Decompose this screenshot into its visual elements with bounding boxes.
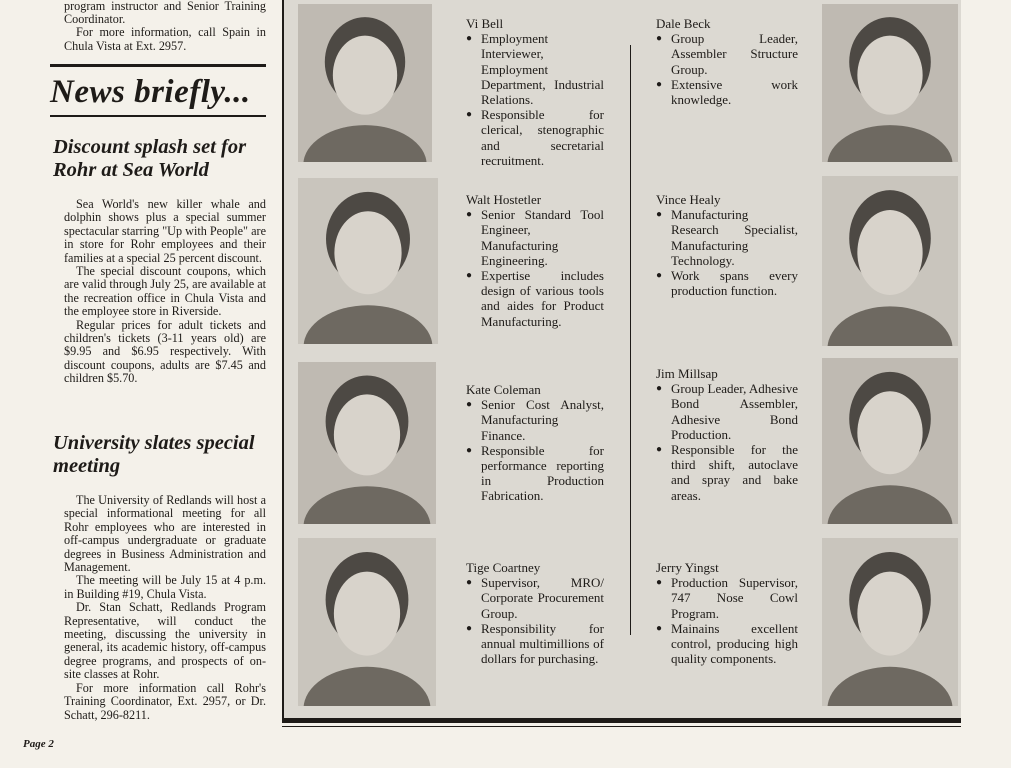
panel-center-rule [630, 45, 631, 635]
profile-name: Jim Millsap [656, 366, 718, 381]
profile-bullet: ● Group Leader, Adhesive Bond Assembler, Adhesive Bond Production. [656, 381, 798, 442]
masthead-rule-bottom [50, 115, 266, 117]
page-number: Page 2 [23, 738, 54, 750]
profile-bullet: ● Production Supervisor, 747 Nose Cowl Program. [656, 575, 798, 621]
profile-name: Dale Beck [656, 16, 711, 31]
portrait-face [857, 572, 922, 656]
portrait-silhouette [298, 178, 438, 344]
profile-bullet: ● Supervisor, MRO/ Corporate Procurement Group. [466, 575, 604, 621]
story1-body [64, 198, 266, 386]
portrait-silhouette [298, 362, 436, 524]
profile-bullet: ● Extensive work knowledge. [656, 77, 798, 107]
story1-headline: Discount splash set for Rohr at Sea World [53, 136, 247, 181]
story2-paragraph: The meeting will be July 15 at 4 p.m. in Building #19, Chula Vista. [64, 573, 266, 601]
portrait-face [857, 210, 922, 295]
masthead-title: News briefly... [50, 74, 251, 110]
continued-text: program instructor and Senior Training Coordinator. [64, 0, 266, 27]
portrait-face [334, 211, 401, 294]
profile-bullet: ● Responsible for clerical, stenographic and secretarial recruitment. [466, 107, 604, 168]
portrait-walt-hostetler [298, 178, 438, 344]
portrait-face [334, 394, 400, 475]
profile-bullets [656, 207, 798, 298]
profile-name: Walt Hostetler [466, 192, 542, 207]
portrait-silhouette [298, 538, 436, 706]
profile-bullet: ● Senior Standard Tool Engineer, Manufacturing Engineering. [466, 207, 604, 268]
portrait-face [334, 572, 400, 656]
profile-bullet: ● Group Leader, Assembler Structure Group. [656, 31, 798, 77]
profile-name: Tige Coartney [466, 560, 541, 575]
portrait-silhouette [822, 176, 958, 346]
story1-paragraph: The special discount coupons, which are valid through July 25, are available at the recreation office in Chula Vista and the employee store in Riverside. [64, 264, 266, 319]
portrait-jerry-yingst [822, 538, 958, 706]
profile-bullet: ● Senior Cost Analyst, Manufacturing Finance. [466, 397, 604, 443]
profile-bullets [466, 31, 604, 168]
panel-bottom-rule-thin [282, 726, 961, 727]
profile-bullets [466, 575, 604, 666]
profile-name: Jerry Yingst [656, 560, 719, 575]
portrait-tige-coartney [298, 538, 436, 706]
portrait-silhouette [298, 4, 432, 162]
profile-name: Kate Coleman [466, 382, 541, 397]
profile-bullet: ● Employment Interviewer, Employment Department, Industrial Relations. [466, 31, 604, 107]
portrait-dale-beck [822, 4, 958, 162]
profile-bullets [466, 207, 604, 329]
portrait-silhouette [822, 4, 958, 162]
profile-bullet: ● Responsible for the third shift, autoclave and spray and bake areas. [656, 442, 798, 503]
story2-body [64, 494, 266, 722]
story2-headline: University slates special meeting [53, 432, 255, 477]
profile-tige-coartney [466, 560, 604, 666]
portrait-silhouette [822, 538, 958, 706]
continued-story [64, 0, 266, 53]
profile-bullet: ● Mainains excellent control, producing high quality components. [656, 621, 798, 667]
profile-vince-healy [656, 192, 798, 298]
portrait-jim-millsap [822, 358, 958, 524]
profile-bullets [656, 31, 798, 107]
profile-vi-bell [466, 16, 604, 168]
profile-name: Vi Bell [466, 16, 504, 31]
story1-paragraph: Sea World's new killer whale and dolphin shows plus a special summer spectacular starring "Up with People" are in store for Rohr employees and their families at a special 25 percent discount. [64, 197, 266, 265]
portrait-vince-healy [822, 176, 958, 346]
panel-bottom-rule [282, 718, 961, 723]
story1-paragraph: Regular prices for adult tickets and children's tickets (3-11 years old) are $9.95 and $6.95 respectively. With discount coupons, adults are $7.45 and children $5.70. [64, 317, 266, 386]
profile-dale-beck [656, 16, 798, 107]
continued-more-text: For more information, call Spain in Chula Vista at Ext. 2957. [64, 25, 266, 53]
panel-left-rule [282, 0, 284, 718]
profile-bullet: ● Responsible for performance reporting in Production Fabrication. [466, 443, 604, 504]
story2-paragraph: Dr. Stan Schatt, Redlands Program Representative, will conduct the meeting, discussing the university in general, its academic history, off-campus degree programs, and prospects of on-site classes at Rohr. [64, 600, 266, 682]
portrait-vi-bell [298, 4, 432, 162]
profile-bullets [466, 397, 604, 503]
portrait-silhouette [822, 358, 958, 524]
profile-bullets [656, 575, 798, 666]
portrait-kate-coleman [298, 362, 436, 524]
profile-kate-coleman [466, 382, 604, 504]
profile-jim-millsap [656, 366, 798, 503]
profile-bullet: ● Manufacturing Research Specialist, Manufacturing Technology. [656, 207, 798, 268]
profile-bullets [656, 381, 798, 503]
masthead-rule-top [50, 64, 266, 67]
portrait-face [333, 36, 397, 115]
profile-bullet: ● Responsibility for annual multimillions of dollars for purchasing. [466, 621, 604, 667]
profile-name: Vince Healy [656, 192, 721, 207]
story2-paragraph: For more information call Rohr's Training Coordinator, Ext. 2957, or Dr. Schatt, 296-8211. [64, 680, 266, 722]
profile-bullet: ● Work spans every production function. [656, 268, 798, 298]
portrait-face [857, 391, 922, 474]
portrait-face [857, 36, 922, 115]
profile-bullet: ● Expertise includes design of various tools and aides for Product Manufacturing. [466, 268, 604, 329]
profile-jerry-yingst [656, 560, 798, 666]
profile-walt-hostetler [466, 192, 604, 329]
story2-paragraph: The University of Redlands will host a special informational meeting for all Rohr employees who are interested in off-campus undergraduate or graduate degrees in Business Administration and Management. [64, 493, 266, 575]
